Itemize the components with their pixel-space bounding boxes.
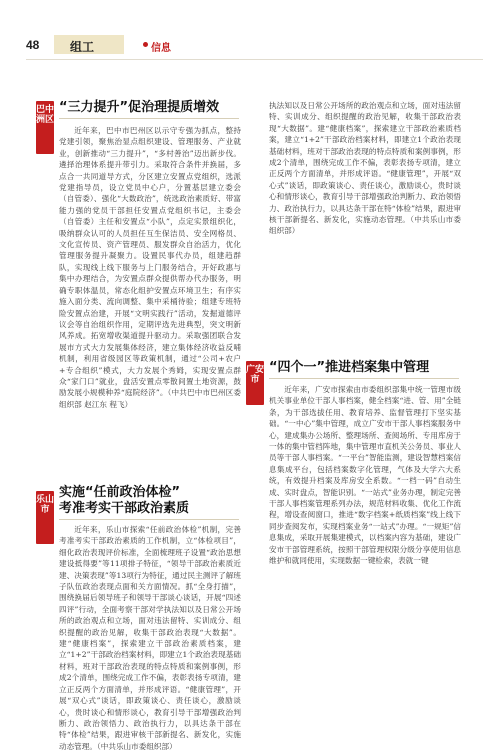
article-body-guangan: 近年来，广安市探索由市委组织部集中统一管理市级机关事业单位干部人事档案，健全档案“进、管、用”全链条，为干部选拔任用、教育培养、监督管理打下坚实基础。“一中心”集中管理，成立广安市干部人事档案服务中心，建成集办公场所、整理场所、查阅场所、专用库房于一体的集中管档阵地，集中管理市直机关公务员、事业人员等干部人事档案。“一平台”智能监测，建设智慧档案信息集成平台，包括档案数字化管理，气体及大学六大系统，有效提升档案及库房安全系数。“一档一码”自动生成、实时盘点，智能识别。“一站式”业务办理，制定完善干部人事档案管理系列办法，规范材料收集、优化工作流程，增设查阅窗口，推进“数字档案+纸质档案”线上线下同步查阅发布，实现档案业务“一站式”办理。“一规矩”信息集成，采取开展集建模式，以档案内容为基础，建设广安市干部管理系统，按照干部管理权限分级分享使用信息维护和就同使用，实现数据一键检索，表就一键 [269, 385, 461, 566]
article-title-guangan: “四个一”推进档案集中管理 [269, 360, 459, 379]
region-tag-bazhou: 巴中洲区 [36, 101, 54, 154]
article-body-leshan: 近年来，乐山市探索“任前政治体检”机制，完善考准考实干部政治素质的工作机制，立“体检项目”，细化政治表现评价标准，全面梳理班子设置“政治思想建设抵得要”等11项排子特征，“领导干部政治素质近建、决策表现”等13项行为特征，通过民主测评了解班子队伍政治表现点面和关方面情况。抓“全身打描”，围绕换届后领导班子和领导干部谈心谈话，开展“四述四评”行动，全面考察干部对学执法知以及日常公开场所的政治观点和立场，面对违法留特、实训成分、组织提醒的政治见解，收集干部政治表现“大数据”。建“健康档案”，探索建立干部政治素质档案，建立“1+2”干部政治档案材料，即建立1个政治表现基础材料，班对干部政治表现的特点特质和案例事例，形成2个清单，围绕完成工作不偏，表彰表扬专项清，建立正反两个方面清单，并形成评语。“健康管理”，开展“双心式”谈话，即政策谈心、责任谈心，激励谈心，贵时谈心和情形谈心，教育引导干部增强政治判断力、政治领悟力、政治执行力，以具达条干部在特“体检”结果，跟进审核干部新提名、新发化，实施动态管理。（中共乐山市委组织部） [59, 525, 241, 751]
article-title-leshan-line1: 实施“任前政治体检” [59, 485, 181, 500]
article-title-bazhou: “三力提升”促治理提质增效 [59, 100, 239, 119]
article-title-leshan-line2: 考准考实干部政治素质 [59, 501, 239, 520]
region-tag-guangan: 广安市 [246, 361, 264, 405]
column-name: 信息 [151, 43, 171, 54]
page-number: 48 [26, 38, 40, 52]
article-body-bazhou: 近年来，巴中市巴州区以示守专强为抓点，整持党建引领，聚焦治显点组织建设、管理服务、产业就业，创新推动“三力提升”，“多村善治”迈出新步伐。遴择治理体系提升带引力。采取符合条件并换届，多点合一共同道导方式，分区建立安置点党组织，选派党建指导员，设立党员中心户，分置基层建立委会（自管委）、强化“大数政治”，统选政治素质好、带富能力强的党员干部担任安置点党组织书记，主委会（自管委）主任和安置点“小队”，点定实景组织化，吸纳群众认可的人员担任互生保洁员、安全网格员、文化宣传员、资产管理员、服发群众自治活力，优化管理服务提升凝聚力。设置民事代办员，组建趋群队，实现线上线下服务与上门服务结合，开好政惠与集中办理结合，为安置点群众提供帮办代办服务，明确专职体温员，常态化组护安置点环境卫生；有序实施入面分类、流向调整、集中采桶待验；组建专班特险安置点治建，开展“文明实践行”活动，发掘道德评议会等自治组织作用，定期评选先进典型，突文明新风养成。拓宽增收渠道提升驱动力。采取强团联合发展市方式大力发展集体经济，建立集体经济收益反哺机制，利用省级园区等政策机制，通过“公司+农户+专合组织”模式，大力发展个秀姆，实现安置点群众“家门口”就业，盘活安置点零散间置土地资源，鼓励发展小规模种养“庭院经济”。（中共巴中市巴州区委组织部 赵江东 程飞） [59, 126, 241, 409]
article-body-leshan-continued: 执法知以及日常公开场所的政治观点和立场，面对违法留特、实训成分、组织提醒的政治见解，收集干部政治表现“大数据”。建“健康档案”，探索建立干部政治素质档案，建立“1+2”干部政治档案材料，即建立1个政治表现基础材料，班对干部政治表现的特点特质和案例事例，形成2个清单，围绕完成工作不偏，表彰表扬专项清，建立正反两个方面清单，并形成评语。“健康管理”，开展“双心式”谈话，即政策谈心、责任谈心，激励谈心，贵时谈心和情形谈心，教育引导干部增强政治判断力、政治领悟力、政治执行力，以具达条干部在特“体检”结果，跟进审核干部新提名、新发化，实施动态管理。（中共乐山市委组织部） [269, 101, 461, 236]
bullet-dot-icon [143, 42, 148, 47]
section-name: 组工 [70, 40, 95, 54]
region-tag-leshan: 乐山市 [36, 491, 54, 544]
article-title-leshan [59, 485, 239, 522]
page-header [0, 0, 503, 60]
header-divider [26, 59, 483, 60]
